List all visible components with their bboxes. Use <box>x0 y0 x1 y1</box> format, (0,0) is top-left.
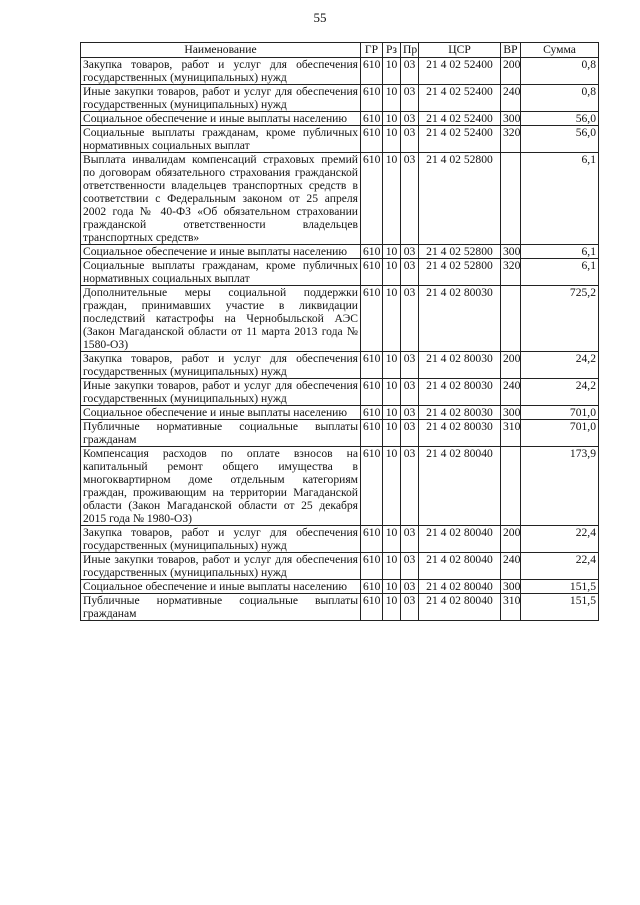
cell-vr: 200 <box>501 352 521 379</box>
cell-gr: 610 <box>361 58 383 85</box>
cell-sum: 56,0 <box>521 112 599 126</box>
header-vr: ВР <box>501 43 521 58</box>
cell-csr: 21 4 02 52400 <box>419 126 501 153</box>
header-gr: ГР <box>361 43 383 58</box>
cell-name: Социальное обеспечение и иные выплаты населению <box>81 406 361 420</box>
table-row <box>81 245 599 259</box>
cell-sum: 173,9 <box>521 447 599 526</box>
cell-gr: 610 <box>361 153 383 245</box>
cell-vr: 310 <box>501 594 521 621</box>
cell-pr: 03 <box>401 286 419 352</box>
cell-sum: 0,8 <box>521 58 599 85</box>
budget-table <box>80 42 599 621</box>
cell-vr: 240 <box>501 379 521 406</box>
cell-gr: 610 <box>361 112 383 126</box>
cell-rz: 10 <box>383 553 401 580</box>
table-row <box>81 594 599 621</box>
cell-vr: 200 <box>501 526 521 553</box>
cell-vr: 320 <box>501 126 521 153</box>
cell-name: Социальные выплаты гражданам, кроме публичных нормативных социальных выплат <box>81 126 361 153</box>
cell-csr: 21 4 02 80040 <box>419 580 501 594</box>
table-row <box>81 352 599 379</box>
cell-rz: 10 <box>383 594 401 621</box>
cell-rz: 10 <box>383 112 401 126</box>
table-row <box>81 286 599 352</box>
cell-name: Закупка товаров, работ и услуг для обеспечения государственных (муниципальных) нужд <box>81 58 361 85</box>
cell-name: Иные закупки товаров, работ и услуг для обеспечения государственных (муниципальных) нужд <box>81 379 361 406</box>
cell-pr: 03 <box>401 526 419 553</box>
cell-gr: 610 <box>361 85 383 112</box>
cell-pr: 03 <box>401 85 419 112</box>
cell-name: Социальное обеспечение и иные выплаты населению <box>81 245 361 259</box>
cell-rz: 10 <box>383 352 401 379</box>
cell-vr: 200 <box>501 58 521 85</box>
cell-rz: 10 <box>383 58 401 85</box>
cell-gr: 610 <box>361 259 383 286</box>
cell-csr: 21 4 02 80030 <box>419 420 501 447</box>
cell-name: Иные закупки товаров, работ и услуг для обеспечения государственных (муниципальных) нужд <box>81 553 361 580</box>
cell-csr: 21 4 02 52800 <box>419 245 501 259</box>
cell-pr: 03 <box>401 406 419 420</box>
cell-pr: 03 <box>401 594 419 621</box>
cell-rz: 10 <box>383 420 401 447</box>
cell-vr: 310 <box>501 420 521 447</box>
cell-rz: 10 <box>383 153 401 245</box>
cell-sum: 6,1 <box>521 245 599 259</box>
cell-csr: 21 4 02 80030 <box>419 379 501 406</box>
cell-vr: 240 <box>501 85 521 112</box>
cell-csr: 21 4 02 52800 <box>419 259 501 286</box>
cell-rz: 10 <box>383 286 401 352</box>
cell-vr <box>501 447 521 526</box>
table-row <box>81 406 599 420</box>
cell-vr <box>501 286 521 352</box>
cell-name: Компенсация расходов по оплате взносов на капитальный ремонт общего имущества в многоквартирном доме отдельным категориям граждан, проживающим на территории Магаданской области (Закон Магаданской области от 25 декабря 2015 года № 1980-ОЗ) <box>81 447 361 526</box>
cell-pr: 03 <box>401 352 419 379</box>
cell-csr: 21 4 02 80030 <box>419 352 501 379</box>
table-row <box>81 126 599 153</box>
cell-vr: 300 <box>501 580 521 594</box>
cell-name: Иные закупки товаров, работ и услуг для обеспечения государственных (муниципальных) нужд <box>81 85 361 112</box>
cell-csr: 21 4 02 80040 <box>419 526 501 553</box>
cell-rz: 10 <box>383 580 401 594</box>
cell-gr: 610 <box>361 352 383 379</box>
table-row <box>81 112 599 126</box>
cell-name: Закупка товаров, работ и услуг для обеспечения государственных (муниципальных) нужд <box>81 352 361 379</box>
cell-name: Закупка товаров, работ и услуг для обеспечения государственных (муниципальных) нужд <box>81 526 361 553</box>
cell-sum: 22,4 <box>521 526 599 553</box>
cell-csr: 21 4 02 80040 <box>419 594 501 621</box>
cell-gr: 610 <box>361 553 383 580</box>
cell-pr: 03 <box>401 126 419 153</box>
cell-vr: 300 <box>501 406 521 420</box>
cell-rz: 10 <box>383 245 401 259</box>
header-rz: Рз <box>383 43 401 58</box>
cell-sum: 6,1 <box>521 153 599 245</box>
cell-sum: 701,0 <box>521 406 599 420</box>
cell-gr: 610 <box>361 420 383 447</box>
header-pr: Пр <box>401 43 419 58</box>
table-row <box>81 58 599 85</box>
cell-rz: 10 <box>383 447 401 526</box>
table-body <box>81 58 599 621</box>
cell-pr: 03 <box>401 553 419 580</box>
cell-sum: 6,1 <box>521 259 599 286</box>
cell-pr: 03 <box>401 580 419 594</box>
cell-csr: 21 4 02 52400 <box>419 85 501 112</box>
cell-vr: 320 <box>501 259 521 286</box>
cell-vr <box>501 153 521 245</box>
cell-gr: 610 <box>361 379 383 406</box>
cell-csr: 21 4 02 80040 <box>419 553 501 580</box>
table-row <box>81 153 599 245</box>
header-csr: ЦСР <box>419 43 501 58</box>
cell-csr: 21 4 02 80040 <box>419 447 501 526</box>
table-row <box>81 526 599 553</box>
cell-sum: 151,5 <box>521 594 599 621</box>
cell-name: Социальное обеспечение и иные выплаты населению <box>81 112 361 126</box>
cell-rz: 10 <box>383 259 401 286</box>
cell-gr: 610 <box>361 406 383 420</box>
cell-pr: 03 <box>401 259 419 286</box>
table-row <box>81 85 599 112</box>
cell-sum: 56,0 <box>521 126 599 153</box>
cell-gr: 610 <box>361 594 383 621</box>
cell-csr: 21 4 02 52800 <box>419 153 501 245</box>
header-name: Наименование <box>81 43 361 58</box>
cell-gr: 610 <box>361 245 383 259</box>
cell-pr: 03 <box>401 153 419 245</box>
cell-rz: 10 <box>383 526 401 553</box>
cell-sum: 701,0 <box>521 420 599 447</box>
cell-gr: 610 <box>361 580 383 594</box>
cell-sum: 22,4 <box>521 553 599 580</box>
cell-vr: 300 <box>501 245 521 259</box>
cell-rz: 10 <box>383 126 401 153</box>
cell-gr: 610 <box>361 286 383 352</box>
table-row <box>81 379 599 406</box>
page-number: 55 <box>313 10 327 25</box>
cell-sum: 725,2 <box>521 286 599 352</box>
cell-rz: 10 <box>383 379 401 406</box>
cell-rz: 10 <box>383 406 401 420</box>
cell-gr: 610 <box>361 526 383 553</box>
table-header-row <box>81 43 599 58</box>
cell-sum: 0,8 <box>521 85 599 112</box>
cell-pr: 03 <box>401 58 419 85</box>
table-row <box>81 420 599 447</box>
cell-gr: 610 <box>361 447 383 526</box>
cell-vr: 240 <box>501 553 521 580</box>
cell-rz: 10 <box>383 85 401 112</box>
cell-sum: 24,2 <box>521 379 599 406</box>
table-row <box>81 259 599 286</box>
cell-csr: 21 4 02 52400 <box>419 58 501 85</box>
cell-pr: 03 <box>401 420 419 447</box>
cell-pr: 03 <box>401 447 419 526</box>
cell-csr: 21 4 02 52400 <box>419 112 501 126</box>
cell-csr: 21 4 02 80030 <box>419 286 501 352</box>
cell-sum: 24,2 <box>521 352 599 379</box>
cell-sum: 151,5 <box>521 580 599 594</box>
cell-pr: 03 <box>401 112 419 126</box>
table-row <box>81 553 599 580</box>
cell-name: Выплата инвалидам компенсаций страховых премий по договорам обязательного страхования гражданской ответственности владельцев транспортных средств в соответствии с Федеральным законом от 25 апреля 2002 года № 40-ФЗ «Об обязательном страховании гражданской ответственности владельцев транспортных средств» <box>81 153 361 245</box>
cell-vr: 300 <box>501 112 521 126</box>
cell-name: Социальное обеспечение и иные выплаты населению <box>81 580 361 594</box>
cell-pr: 03 <box>401 245 419 259</box>
table-row <box>81 447 599 526</box>
cell-name: Дополнительные меры социальной поддержки граждан, принимавших участие в ликвидации последствий катастрофы на Чернобыльской АЭС (Закон Магаданской области от 11 марта 2013 года № 1580-ОЗ) <box>81 286 361 352</box>
cell-pr: 03 <box>401 379 419 406</box>
table-row <box>81 580 599 594</box>
cell-gr: 610 <box>361 126 383 153</box>
cell-name: Публичные нормативные социальные выплаты гражданам <box>81 594 361 621</box>
cell-csr: 21 4 02 80030 <box>419 406 501 420</box>
header-sum: Сумма <box>521 43 599 58</box>
cell-name: Социальные выплаты гражданам, кроме публичных нормативных социальных выплат <box>81 259 361 286</box>
cell-name: Публичные нормативные социальные выплаты гражданам <box>81 420 361 447</box>
